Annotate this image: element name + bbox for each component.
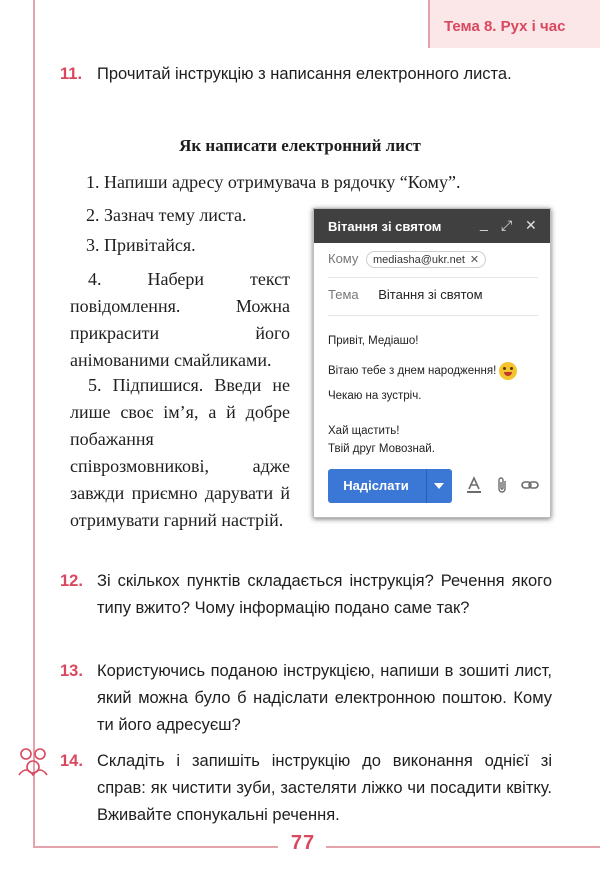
page-border-bottom-left [33,846,278,848]
topic-title: Тема 8. Рух і час [444,18,566,35]
smiley-emoji-icon [499,362,517,380]
page-border-bottom-right [326,846,600,848]
link-icon[interactable] [521,476,539,499]
instruction-step-5: 5. Підпишися. Введи не лише своє ім’я, а й добре побажання співрозмовникові, адже завжди приємно дарувати й отримувати гарний настрій. [70,375,290,530]
header-tab-divider [428,0,430,48]
task-text: Користуючись поданою інструкцією, напиши в зошиті лист, який можна було б надіслати електронною поштою. Кому ти його адресуєш? [97,662,552,734]
page-border-left [33,0,35,848]
task-14 [60,748,552,829]
send-options-arrow-icon[interactable] [434,483,444,489]
email-window-title: Вітання зі святом [328,219,442,234]
send-button-divider [426,469,427,503]
email-closing-2: Твій друг Мовознай. [328,443,435,455]
task-text: Складіть і запишіть інструкцію до виконання однієї зі справ: як чистити зуби, застеляти ліжко чи посадити квітку. Вживайте спонукальні речення. [97,752,552,824]
attach-icon[interactable] [496,476,508,499]
subject-label: Тема [328,287,359,302]
email-body-text: Вітаю тебе з днем народження! [328,365,497,378]
recipient-address: mediasha@ukr.net [373,254,465,266]
instruction-step-3: 3. Привітайся. [86,235,196,255]
email-greeting: Привіт, Медіашо! [328,335,419,347]
task-13 [60,658,552,739]
task-11 [60,61,552,88]
expand-icon[interactable]: ⤢ [501,217,513,233]
email-closing-1: Хай щастить! [328,425,400,437]
format-text-icon[interactable] [466,476,482,499]
instruction-step-1: 1. Напиши адресу отримувача в рядочку “Кому”. [86,172,461,192]
recipient-chip[interactable] [366,251,486,268]
task-number: 11. [60,65,83,83]
subject-field[interactable]: Вітання зі святом [378,287,483,302]
task-text: Прочитай інструкцію з написання електронного листа. [97,65,512,83]
subject-row[interactable] [328,287,538,316]
pair-work-icon [16,745,50,781]
task-number: 12. [60,572,83,590]
page-number: 77 [290,832,316,854]
send-button[interactable] [328,469,452,503]
task-number: 14. [60,752,83,770]
minimize-icon[interactable]: _ [480,215,488,231]
to-label: Кому [328,251,359,266]
recipient-row[interactable] [328,251,538,278]
email-body-line-2: Чекаю на зустріч. [328,390,422,402]
email-compose-window [313,208,551,518]
instruction-step-4: 4. Набери текст повідомлення. Можна прикрасити його анімованими смайликами. [70,269,290,370]
task-12 [60,568,552,622]
send-button-label: Надіслати [343,478,409,493]
email-header [314,209,550,243]
task-text: Зі скількох пунктів складається інструкція? Речення якого типу вжито? Чому інформацію подано саме так? [97,572,552,617]
remove-recipient-icon[interactable]: ✕ [469,254,480,266]
instruction-title: Як написати електронний лист [179,136,421,155]
email-body-line-1 [328,362,517,380]
task-number: 13. [60,662,83,680]
instruction-step-2: 2. Зазнач тему листа. [86,205,247,225]
close-icon[interactable]: ✕ [525,217,537,233]
